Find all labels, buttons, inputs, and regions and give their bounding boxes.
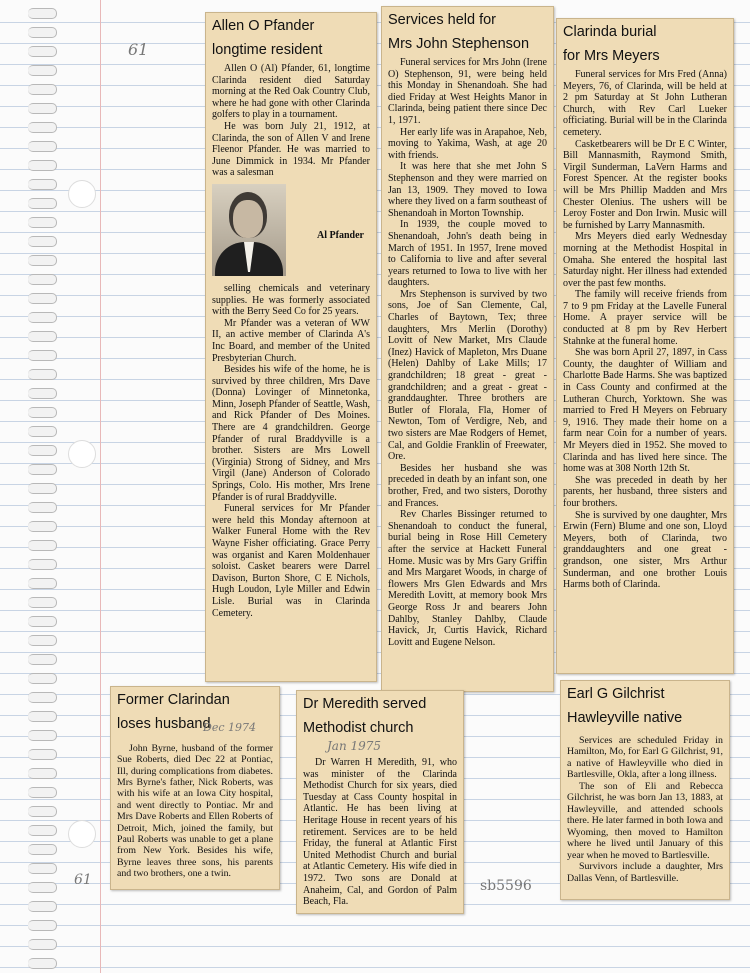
headline-line-1: Clarinda burial (563, 24, 657, 40)
spiral-coil (28, 426, 57, 437)
paragraph: Her early life was in Arapahoe, Neb, moving to Yakima, Wash, at age 20 with friends. (388, 126, 547, 161)
paragraph: Services are scheduled Friday in Hamilton, Mo, for Earl G Gilchrist, 91, a native of Hawleyville who died in Bartlesville, Okla, after a long illness. (567, 735, 723, 781)
spiral-coil (28, 825, 57, 836)
paragraph: John Byrne, husband of the former Sue Roberts, died Dec 22 at Pontiac, Ill, during complications from diabetes. Mrs Byrne's father, Nick Roberts, was with his wife at an Iowa City hospital, and went directly to Pontiac. Mr and Mrs Dave Roberts and Ellen Roberts of Detroit, Mich, joined the family, but Paul Roberts was unable to get a plane from New York. Besides his wife, Byrne leaves three sons, his parents and two brothers, one a twin. (117, 743, 273, 879)
spiral-coil (28, 369, 57, 380)
paragraph: In 1939, the couple moved to Shenandoah, John's death being in March of 1951. In 1957, Irene moved to California to live and after several years returned to Iowa to live with her daughters. (388, 219, 547, 289)
paragraph: Mrs Meyers died early Wednesday morning at the Methodist Hospital in Omaha. She entered the hospital last Saturday night. Her illness had extended over the past few months. (563, 231, 727, 289)
article-body (297, 755, 463, 908)
headline-line-2: longtime resident (212, 42, 323, 58)
spiral-coil (28, 939, 57, 950)
paragraph: The son of Eli and Rebecca Gilchrist, he was born Jan 13, 1883, at Hawleyville, and attended schools there. He later farmed in both Iowa and Wyoming, then moved to Hamilton where he lived until January of this year when he moved to Bartlesville. (567, 780, 723, 861)
spiral-coil (28, 521, 57, 532)
spiral-coil (28, 635, 57, 646)
article-body (561, 733, 729, 884)
paragraph: He was born July 21, 1912, at Clarinda, the son of Allen V and Irene Fleenor Pfander. He was married to June Dimmick in 1934. Mr Pfander was a salesman (212, 120, 370, 179)
clipping-byrne (110, 686, 280, 890)
spiral-coil (28, 483, 57, 494)
photo-caption: Al Pfander (317, 229, 364, 241)
spiral-coil (28, 901, 57, 912)
spiral-coil (28, 749, 57, 760)
clipping-stephenson (381, 6, 554, 692)
paragraph: Funeral services for Mrs Fred (Anna) Meyers, 76, of Clarinda, will be held at 2 pm Saturday at St John Lutheran Church, with Rev Carl Lueker officiating. Burial will be in the Clarinda cemetery. (563, 69, 727, 138)
spiral-coil (28, 787, 57, 798)
headline-line-1: Allen O Pfander (212, 18, 315, 34)
clipping-meredith (296, 690, 464, 914)
headline-line-1: Dr Meredith served (303, 696, 427, 712)
paragraph: She is survived by one daughter, Mrs Erwin (Fern) Blume and one son, Lloyd Meyers, both of Clarinda, two granddaughters and one great - grandson, one sister, Mrs Arthur Sunderman, and one brother Louis Harms both of Clarinda. (563, 509, 727, 591)
handwritten-date: Dec 1974 (203, 721, 256, 734)
spiral-coil (28, 217, 57, 228)
spiral-coil (28, 27, 57, 38)
spiral-coil (28, 65, 57, 76)
spiral-coil (28, 882, 57, 893)
headline-line-2: Mrs John Stephenson (388, 36, 530, 52)
spiral-coil (28, 958, 57, 969)
spiral-coil (28, 179, 57, 190)
spiral-coil (28, 616, 57, 627)
handwritten-date: Jan 1975 (327, 739, 382, 753)
paragraph: She was preceded in death by her parents, her husband, three sisters and four brothers. (563, 474, 727, 509)
spiral-coil (28, 84, 57, 95)
headline-line-2: Hawleyville native (567, 710, 683, 726)
margin-line (100, 0, 101, 973)
headline-line-1: Former Clarindan (117, 692, 230, 708)
headline-line-1: Services held for (388, 12, 496, 28)
clipping-pfander (205, 12, 377, 682)
paragraph: Casketbearers will be Dr E C Winter, Bill Mannasmith, Raymond Smith, Virgil Sunderman, LaVern Harms and Forest Spencer. At the register books will be Mrs Phillip Madden and Mrs Chester Olenius. The ushers will be Leroy Foster and Don Irwin. Music will be furnished by Larry Mannasmith. (563, 138, 727, 231)
spiral-coil (28, 920, 57, 931)
paragraph: Mrs Stephenson is survived by two sons, Joe of San Clemente, Cal, Charles of Baytown, Tex; three daughters, Mrs Merlin (Dorothy) Lovitt of New Market, Mrs Claude (Inez) Havick of Mapleton, Mrs Duane (Helen) Dahlby of Lake Mills; 17 grandchildren; 18 great - great - grandchildren; and a great - great - granddaughter. Three brothers are Butler of Florala, Fla, Homer of Newton, Tom of Verdigre, Neb, and two sisters are Mae Rodgers of Hemet, Cal, and Goldie Franklin of Freewater, Ore. (388, 288, 547, 463)
notebook-rule (0, 925, 750, 926)
paragraph: Dr Warren H Meredith, 91, who was minister of the Clarinda Methodist Church for six years, died Tuesday at Cass County hospital in Atlantic. He has been living at Heritage House in recent years of his retirement. Services are to be held Friday, the funeral at Atlantic First United Methodist Church and burial at Atlantic Cemetery. His wife died in 1972. Two sons are Donald at Anaheim, Cal, and Gordon of Palm Beach, Fla. (303, 757, 457, 908)
spiral-coil (28, 806, 57, 817)
spiral-coil (28, 198, 57, 209)
paragraph: It was here that she met John S Stephenson and they were married on Jan 13, 1909. They moved to Iowa where they lived on a farm southeast of Shenandoah in Morton Township. (388, 161, 547, 219)
paragraph: She was born April 27, 1897, in Cass County, the daughter of William and Charlotte Bade Harms. She was baptized in Cass County and confirmed at the Lutheran Church, Yorktown. She was married to Fred H Meyers on February 9, 1916. They made their home on a farm near Coin for a number of years. Mr Meyers died in 1952. She moved to Clarinda and has lived here since. The home was at 308 North 12th St. (563, 347, 727, 475)
spiral-coil (28, 711, 57, 722)
spiral-coil (28, 331, 57, 342)
handwritten-note: 61 (74, 872, 92, 888)
portrait-photo (212, 184, 286, 276)
spiral-coil (28, 236, 57, 247)
spiral-coil (28, 407, 57, 418)
paragraph: Rev Charles Bissinger returned to Shenandoah to conduct the funeral, burial being in Rose Hill Cemetery after the service at Hackett Funeral Home. Music was by Mrs Gary Griffin and Mrs Margaret Woods, in charge of flowers Mrs Glen Edwards and Mrs Meredith Lovitt, at memory book Mrs George Ross Jr and bearers John Dahlby, Stanley Dahlby, Claude Havick, Jr, Curtis Havick, Richard Lovitt and Eugene Nelson. (388, 509, 547, 648)
spiral-coil (28, 844, 57, 855)
handwritten-id: sb5596 (480, 878, 532, 894)
spiral-coil (28, 464, 57, 475)
paragraph: selling chemicals and veterinary supplies. He was formerly associated with the Berry Seed Co for 25 years. (212, 282, 370, 318)
article-body (111, 741, 279, 879)
spiral-coil (28, 597, 57, 608)
spiral-coil (28, 863, 57, 874)
spiral-coil (28, 673, 57, 684)
handwriting-area (297, 739, 463, 755)
spiral-coil (28, 692, 57, 703)
article-body (206, 61, 376, 619)
paragraph: Funeral services for Mr Pfander were held this Monday afternoon at Walker Funeral Home with the Rev Wayne Fisher officiating. Grace Perry was organist and Karen Moldenhauer soloist. Casket bearers were Darrel Davison, Burton Shore, C E Nichols, Hugh Loudon, Lyle Miller and Edwin Lisle. Burial was in Clarinda Cemetery. (212, 503, 370, 619)
notebook-rule (0, 946, 750, 947)
paragraph: Funeral services for Mrs John (Irene O) Stephenson, 91, were being held this Monday in Shenandoah. She had died Friday at West Heights Manor in Clarinda, being patient there since Dec 1, 1971. (388, 57, 547, 126)
spiral-coil (28, 122, 57, 133)
spiral-coil (28, 103, 57, 114)
spiral-coil (28, 502, 57, 513)
paragraph: Besides her husband she was preceded in death by an infant son, one brother, Fred, and two sisters, Dorothy and Frances. (388, 462, 547, 509)
spiral-coil (28, 445, 57, 456)
headline-line-1: Earl G Gilchrist (567, 686, 665, 702)
article-body (557, 67, 733, 591)
spiral-coil (28, 578, 57, 589)
clipping-gilchrist (560, 680, 730, 900)
handwritten-note: 61 (128, 40, 149, 59)
spiral-coil (28, 141, 57, 152)
spiral-coil (28, 160, 57, 171)
punch-hole (68, 440, 96, 468)
clipping-meyers (556, 18, 734, 674)
spiral-coil (28, 540, 57, 551)
spiral-coil (28, 293, 57, 304)
spiral-coil (28, 255, 57, 266)
paragraph: Mr Pfander was a veteran of WW II, an active member of Clarinda A's Inc Board, and member of the United Presbyterian Church. (212, 317, 370, 364)
paragraph: Besides his wife of the home, he is survived by three children, Mrs Dave (Donna) Lovinger of Minnetonka, Minn, Joseph Pfander of Seattle, Wash, and Rick Pfander of Des Moines. There are 4 grandchildren. George Pfander of rural Braddyville is a brother. Sisters are Mrs Lowell (Virginia) Strong of Sidney, and Mrs Virgil (Jane) Anderson of Colorado Springs, Colo. His mother, Mrs Irene Pfander is of rural Braddyville. (212, 364, 370, 503)
spiral-coil (28, 654, 57, 665)
punch-hole (68, 820, 96, 848)
headline-line-2: Methodist church (303, 720, 414, 736)
notebook-rule (0, 967, 750, 968)
headline-line-2: for Mrs Meyers (563, 48, 660, 64)
spiral-coil (28, 46, 57, 57)
punch-hole (68, 180, 96, 208)
headline-line-2: loses husband (117, 716, 211, 732)
spiral-coil (28, 312, 57, 323)
spiral-coil (28, 274, 57, 285)
spiral-coil (28, 768, 57, 779)
photo-block (212, 182, 370, 280)
spiral-coil (28, 8, 57, 19)
spiral-coil (28, 730, 57, 741)
paragraph: Survivors include a daughter, Mrs Dallas Venn, of Bartlesville. (567, 861, 723, 884)
spiral-coil (28, 350, 57, 361)
article-body (382, 55, 553, 648)
spiral-coil (28, 388, 57, 399)
paragraph: The family will receive friends from 7 to 9 pm Friday at the Lavelle Funeral Home. A prayer service will be conducted at 8 pm by Rev Herbert Stahnke at the funeral home. (563, 289, 727, 347)
paragraph: Allen O (Al) Pfander, 61, longtime Clarinda resident died Saturday morning at the Red Oak Country Club, where he had gone with other Clarinda golfers to play in a tournament. (212, 63, 370, 121)
spiral-coil (28, 559, 57, 570)
